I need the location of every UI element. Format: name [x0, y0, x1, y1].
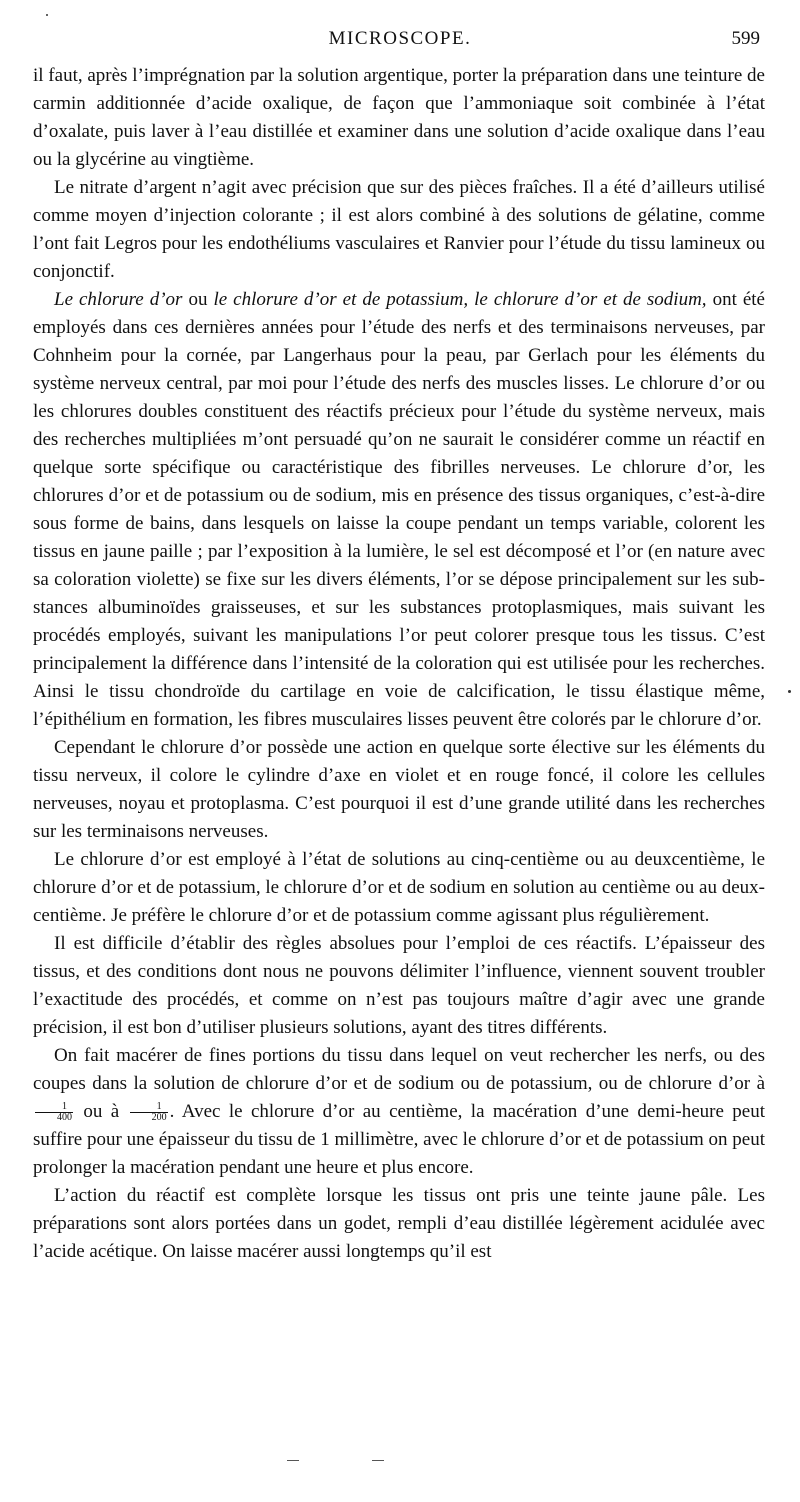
- fraction-one-200: [130, 1102, 168, 1123]
- fraction-denominator: 400: [57, 1112, 72, 1124]
- text-run: ont été employés dans ces dernières années pour l’étude des nerfs et des terminaisons nerveuses, par Cohnheim pour la cornée, par Langerhaus pour la peau, par Gerlach pour les éléments du système nerveux central, par moi pour l’étude des nerfs des muscles lisses. Le chlorure d’or ou les chlorures doubles constituent des réactifs précieux pour l’étude du système nerveux, mais des recherches multipliées m’ont persuadé qu’on ne saurait le considérer comme un réactif en quelque sorte spécifique ou caractéristique des fibrilles nerveuses. Le chlorure d’or, les chlorures d’or et de potassium ou de sodium, mis en présence des tissus organiques, c’est-à-dire sous forme de bains, dans lesquels on laisse la coupe pendant un temps variable, colorent les tissus en jaune paille ; par l’exposition à la lumière, le sel est décomposé et l’or (en nature avec sa coloration violette) se fixe sur les divers éléments, l’or se dépose principalement sur les substances albuminoïdes graisseuses, et sur les substances protoplasmiques, mais suivant les procédés employés, suivant les manipulations l’or peut colorer presque tous les tissus. C’est principalement la différence dans l’intensité de la coloration qui est utilisée pour les recherches. Ainsi le tissu chondroïde du cartilage en voie de calcification, le tissu élastique même, l’épithélium en formation, les fibres musculaires lisses peuvent être colorés par le chlorure d’or.: [33, 289, 765, 730]
- paragraph-6: Il est difficile d’établir des règles absolues pour l’emploi de ces réactifs. L’épaisseur des tissus, et des conditions dont nous ne pouvons délimiter l’influence, viennent souvent troubler l’exactitude des procédés, et comme on n’est pas toujours maître d’agir avec une grande précision, il est bon d’utiliser plusieurs solutions, ayant des titres différents.: [33, 933, 765, 1038]
- body-text: [33, 62, 765, 1266]
- page-header: [0, 28, 800, 58]
- fraction-one-400: [35, 1102, 73, 1123]
- print-speck: [46, 14, 48, 16]
- fraction-numerator: 1: [35, 1102, 73, 1113]
- paragraph-1: il faut, après l’imprégnation par la solution argentique, porter la préparation dans une teinture de carmin additionnée d’acide oxalique, de façon que l’ammoniaque soit combinée à l’état d’oxalate, puis laver à l’eau distillée et examiner dans une solution d’acide oxalique dans l’eau ou la glycérine au vingtième.: [33, 65, 765, 170]
- print-mark: [287, 1460, 299, 1461]
- text-run: ou: [182, 289, 214, 310]
- fraction-numerator: 1: [130, 1102, 168, 1113]
- text-run: . Avec le chlorure d’or au centième, la macération d’une demi-heure peut suffire pour une épaisseur du tissu de 1 millimètre, avec le chlorure d’or et de potassium on peut prolonger la macération pendant une heure et plus encore.: [33, 1101, 766, 1178]
- page-number: 599: [731, 28, 760, 49]
- running-title: MICROSCOPE.: [328, 28, 472, 49]
- paragraph-3: [33, 286, 765, 734]
- paragraph-4: Cependant le chlorure d’or possède une action en quelque sorte élective sur les éléments du tissu nerveux, il colore le cylindre d’axe en violet et en rouge foncé, il colore les cellules nerveuses, noyau et protoplasma. C’est pourquoi il est d’une grande utilité dans les recherches sur les terminaisons nerveuses.: [33, 737, 765, 842]
- paragraph-7: [33, 1042, 765, 1182]
- print-speck: [788, 690, 791, 693]
- paragraph-5: Le chlorure d’or est employé à l’état de solutions au cinq-centième ou au deuxcentième, le chlorure d’or et de potassium, le chlorure d’or et de sodium en solution au centième ou au deux-centième. Je préfère le chlorure d’or et de potassium comme agissant plus régulièrement.: [33, 849, 765, 926]
- paragraph-2: Le nitrate d’argent n’agit avec précision que sur des pièces fraîches. Il a été d’ailleurs utilisé comme moyen d’injection colorante ; il est alors combiné à des solutions de gélatine, comme l’ont fait Legros pour les endothéliums vasculaires et Ranvier pour l’étude du tissu lamineux ou conjonctif.: [33, 177, 765, 282]
- text-run: ou à: [83, 1101, 120, 1122]
- italic-term-gold-chloride: Le chlorure d’or: [54, 289, 183, 310]
- italic-term-double-chlorides: le chlorure d’or et de potassium, le chlorure d’or et de sodium,: [213, 289, 707, 310]
- paragraph-8: L’action du réactif est complète lorsque les tissus ont pris une teinte jaune pâle. Les préparations sont alors portées dans un godet, rempli d’eau distillée légèrement acidulée avec l’acide acétique. On laisse macérer aussi longtemps qu’il est: [33, 1185, 765, 1262]
- print-mark: [372, 1460, 384, 1461]
- fraction-denominator: 200: [151, 1112, 167, 1124]
- footer-marks: [0, 1460, 800, 1470]
- text-run: On fait macérer de fines portions du tissu dans lequel on veut rechercher les nerfs, ou des coupes dans la solution de chlorure d’or et de sodium ou de potassium, ou de chlorure d’or à: [33, 1045, 765, 1094]
